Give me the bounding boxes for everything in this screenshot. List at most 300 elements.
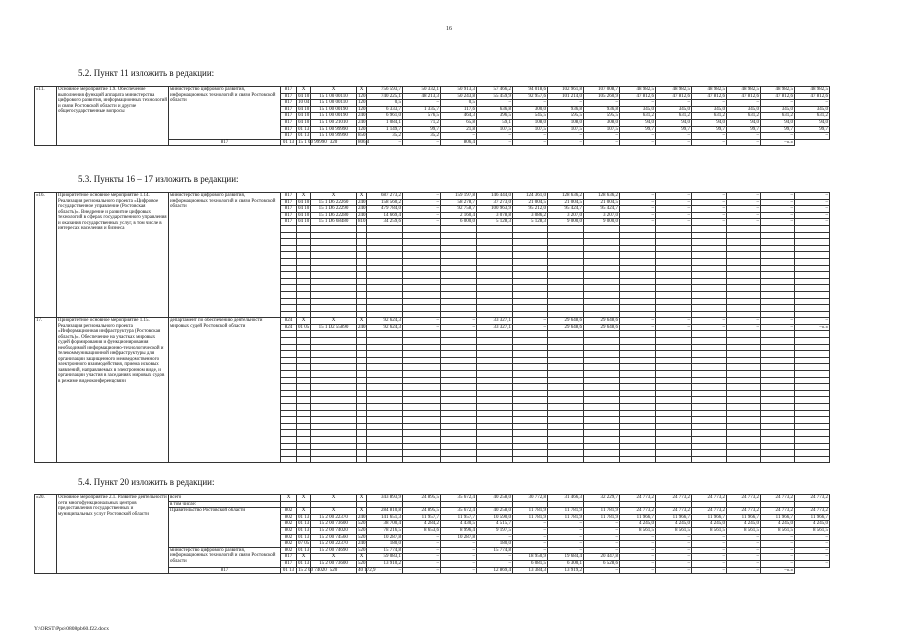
value-cell (584, 450, 620, 457)
code-cell: 802 (281, 527, 297, 534)
value-cell: 4 245,0 (692, 521, 727, 528)
value-cell (477, 450, 513, 457)
value-cell: 11 966,7 (692, 514, 727, 521)
value-cell: – (727, 567, 761, 574)
code-cell (297, 364, 311, 371)
value-cell: 35 672,4 (441, 508, 477, 515)
value-cell: 107,5 (548, 126, 584, 133)
value-cell: 33 327,1 (477, 318, 513, 325)
value-cell: 9 000,0 (548, 219, 584, 226)
value-cell (620, 272, 656, 279)
value-cell (403, 501, 441, 508)
value-cell: – (727, 560, 761, 567)
value-cell (795, 501, 830, 508)
value-cell: 108,0 (548, 119, 584, 126)
value-cell: – (620, 206, 656, 213)
value-cell: 40 258,0 (477, 508, 513, 515)
value-cell: – (761, 547, 795, 554)
code-cell (297, 410, 311, 417)
value-cell: – (441, 133, 477, 140)
value-cell: 107 008,7 (584, 87, 620, 94)
value-cell (513, 364, 548, 371)
value-cell (367, 410, 403, 417)
code-cell (297, 404, 311, 411)
value-cell (620, 404, 656, 411)
value-cell (367, 265, 403, 272)
value-cell (727, 377, 761, 384)
code-cell (357, 450, 367, 457)
code-cell (281, 371, 297, 378)
value-cell: – (761, 324, 795, 331)
value-cell: 3 207,0 (548, 212, 584, 219)
value-cell (548, 390, 584, 397)
code-cell (357, 501, 367, 508)
code-cell: 15 1 D6 22290 (311, 206, 357, 213)
value-cell: 4 515,7 (477, 521, 513, 528)
value-cell: 34 259,6 (367, 219, 403, 226)
value-cell (795, 456, 830, 463)
value-cell (620, 436, 656, 443)
code-cell: 15 1 00 00190 (311, 113, 357, 120)
value-cell (656, 272, 692, 279)
value-cell: – (403, 193, 441, 200)
value-cell: 180,0 (367, 541, 403, 548)
value-cell: – (795, 560, 830, 567)
value-cell: 8 996,4 (441, 527, 477, 534)
value-cell (441, 239, 477, 246)
value-cell (656, 331, 692, 338)
value-cell (761, 351, 795, 358)
value-cell (620, 390, 656, 397)
value-cell (727, 258, 761, 265)
value-cell (795, 285, 830, 292)
value-cell (692, 456, 727, 463)
value-cell: 4 245,0 (656, 521, 692, 528)
code-cell: 520 (358, 547, 366, 553)
value-cell (795, 390, 830, 397)
value-cell (656, 430, 692, 437)
value-cell (620, 232, 656, 239)
value-cell (761, 436, 795, 443)
value-cell: – (795, 193, 830, 200)
value-cell (513, 436, 548, 443)
value-cell (513, 450, 548, 457)
value-cell: – (513, 534, 548, 541)
code-cell (357, 390, 367, 397)
value-cell (548, 245, 584, 252)
value-cell (584, 258, 620, 265)
value-cell: – (620, 318, 656, 325)
code-cell: X (357, 87, 367, 94)
value-cell (656, 410, 692, 417)
value-cell (584, 252, 620, 259)
value-cell (656, 245, 692, 252)
value-cell: 345,0 (727, 106, 761, 113)
value-cell: – (656, 219, 692, 226)
value-cell (620, 384, 656, 391)
value-cell: – (656, 567, 692, 574)
value-cell (727, 351, 761, 358)
value-cell: – (692, 193, 727, 200)
value-cell (795, 344, 830, 351)
code-cell (311, 443, 357, 450)
value-cell (761, 344, 795, 351)
value-cell (727, 430, 761, 437)
value-cell: 108,0 (513, 119, 548, 126)
value-cell (692, 232, 727, 239)
value-cell: – (761, 206, 795, 213)
value-cell: – (656, 139, 692, 146)
value-cell: 4 284,2 (403, 521, 441, 528)
value-cell (441, 417, 477, 424)
value-cell: – (367, 139, 403, 146)
value-cell (656, 305, 692, 312)
code-cell: 802 (281, 547, 297, 554)
value-cell (403, 265, 441, 272)
value-cell (548, 232, 584, 239)
value-cell (620, 430, 656, 437)
value-cell (548, 371, 584, 378)
value-cell: – (403, 199, 441, 206)
code-cell: 01 13 (298, 560, 310, 566)
code-cell (311, 390, 357, 397)
code-cell (281, 410, 297, 417)
code-cell (281, 291, 297, 298)
code-cell (357, 232, 367, 239)
code-cell (281, 278, 297, 285)
code-cell (357, 384, 367, 391)
value-cell (795, 436, 830, 443)
value-cell (656, 351, 692, 358)
value-cell: 94,0 (761, 119, 795, 126)
value-cell (441, 450, 477, 457)
value-cell: – (727, 193, 761, 200)
value-cell: 94,0 (656, 119, 692, 126)
value-cell: – (761, 199, 795, 206)
code-cell: 817 (281, 119, 297, 126)
value-cell (367, 436, 403, 443)
code-cell: 802 (281, 514, 297, 521)
value-cell: 11 966,7 (795, 514, 830, 521)
value-cell: 464,3 (441, 113, 477, 120)
value-cell (441, 430, 477, 437)
value-cell: 141 651,3 (367, 514, 403, 521)
value-cell: 11 966,7 (656, 514, 692, 521)
value-cell: – (795, 318, 830, 325)
code-cell: 15 1 00 99990 (311, 133, 357, 140)
value-cell (761, 305, 795, 312)
value-cell: 308,0 (584, 119, 620, 126)
value-cell (795, 377, 830, 384)
value-cell: – (761, 541, 795, 548)
value-cell (795, 225, 830, 232)
code-cell: 01 13 (298, 133, 310, 139)
value-cell (403, 305, 441, 312)
code-cell (311, 285, 357, 292)
value-cell (441, 357, 477, 364)
code-cell: 520 (358, 534, 366, 540)
value-cell: – (584, 527, 620, 534)
value-cell (548, 404, 584, 411)
code-cell (281, 351, 297, 358)
value-cell (584, 423, 620, 430)
value-cell (548, 456, 584, 463)
value-cell: – (795, 219, 830, 226)
value-cell: – (692, 547, 727, 554)
value-cell (727, 456, 761, 463)
value-cell (692, 417, 727, 424)
code-cell: 15 1 D6 22260 (311, 199, 357, 206)
value-cell: – (656, 318, 692, 325)
code-cell (297, 305, 311, 312)
code-cell (357, 456, 367, 463)
value-cell: 740 225,1 (367, 93, 403, 100)
value-cell: 687 273,2 (367, 193, 403, 200)
table-row (35, 87, 900, 94)
value-cell (584, 245, 620, 252)
value-cell (513, 443, 548, 450)
value-cell (584, 278, 620, 285)
value-cell: 92 624,3 (367, 324, 403, 331)
value-cell (548, 410, 584, 417)
value-cell: –».» (795, 324, 830, 331)
measure-name: Приоритетное основное мероприятие 1.15. Реализация регионального проекта «Информационная инфраструктура (Ростовская область)». Обеспечение на участках мировых судей формирования и функционирования необходимой информационно-технологической и телекоммуникационной инфраструктуры для организации защищенного межведомственного электронного взаимодействия, приема исковых заявлений, направляемых в электронном виде, и организации участия в заседаниях мировых судов в режиме видеоконференцсвязи (57, 318, 169, 463)
code-cell: 15 1 D6 22280 (311, 212, 357, 219)
value-cell (795, 278, 830, 285)
value-cell: – (620, 133, 656, 140)
value-cell (513, 331, 548, 338)
value-cell: – (548, 547, 584, 554)
code-cell: X (311, 193, 357, 200)
value-cell (513, 298, 548, 305)
code-cell (297, 443, 311, 450)
value-cell: – (513, 527, 548, 534)
value-cell (367, 331, 403, 338)
code-cell (281, 417, 297, 424)
value-cell (795, 291, 830, 298)
value-cell (477, 377, 513, 384)
section-heading-2: 5.3. Пункты 16 – 17 изложить в редакции: (78, 174, 239, 184)
code-cell (297, 252, 311, 259)
code-cell: 240 (358, 514, 366, 520)
value-cell: 180,0 (477, 541, 513, 548)
value-cell (477, 338, 513, 345)
code-cell: 817 (281, 554, 297, 561)
value-cell (795, 265, 830, 272)
code-cell (281, 252, 297, 259)
code-cell (281, 450, 297, 457)
value-cell: 95 424,7 (584, 206, 620, 213)
value-cell (761, 390, 795, 397)
value-cell: 13 910,2 (367, 560, 403, 567)
value-cell (620, 397, 656, 404)
value-cell: – (620, 534, 656, 541)
value-cell: – (513, 541, 548, 548)
value-cell: – (477, 534, 513, 541)
value-cell (761, 456, 795, 463)
value-cell (441, 285, 477, 292)
value-cell: – (727, 100, 761, 107)
value-cell (795, 430, 830, 437)
code-cell (357, 265, 367, 272)
code-cell (311, 423, 357, 430)
value-cell: 24 773,2 (620, 508, 656, 515)
value-cell: 47 812,6 (620, 93, 656, 100)
value-cell: 24 773,2 (795, 508, 830, 515)
code-cell (281, 404, 297, 411)
value-cell (761, 291, 795, 298)
value-cell (620, 305, 656, 312)
code-cell (297, 357, 311, 364)
code-cell: 04 10 (298, 93, 310, 99)
value-cell: 4 245,0 (620, 521, 656, 528)
code-cell (297, 344, 311, 351)
code-cell: 824 (281, 318, 297, 325)
value-cell: 24 895,5 (403, 508, 441, 515)
value-cell: 11 966,7 (727, 514, 761, 521)
value-cell: 48 982,5 (620, 87, 656, 94)
value-cell (477, 225, 513, 232)
value-cell: – (477, 560, 513, 567)
value-cell (656, 278, 692, 285)
value-cell: 479 784,0 (367, 206, 403, 213)
code-cell (297, 351, 311, 358)
code-cell (281, 364, 297, 371)
value-cell (477, 265, 513, 272)
value-cell (403, 225, 441, 232)
value-cell: 21 004,5 (513, 199, 548, 206)
value-cell (795, 384, 830, 391)
value-cell (513, 410, 548, 417)
code-cell (281, 397, 297, 404)
value-cell: – (548, 527, 584, 534)
value-cell (403, 239, 441, 246)
code-cell (311, 239, 357, 246)
code-cell: X (311, 318, 357, 325)
value-cell (761, 371, 795, 378)
code-cell (311, 456, 357, 463)
code-cell (281, 357, 297, 364)
value-cell: – (761, 212, 795, 219)
value-cell (620, 456, 656, 463)
value-cell: 8 561,5 (727, 527, 761, 534)
value-cell: – (692, 100, 727, 107)
code-cell: 01 13 (298, 521, 310, 527)
value-cell (548, 278, 584, 285)
budget-table-section-2 (34, 192, 900, 463)
value-cell (692, 397, 727, 404)
value-cell (727, 285, 761, 292)
code-cell (311, 397, 357, 404)
value-cell: 47 812,6 (727, 93, 761, 100)
code-cell: 15 1 D2 55890 (311, 324, 357, 331)
value-cell (548, 239, 584, 246)
value-cell (367, 357, 403, 364)
value-cell: – (513, 318, 548, 325)
value-cell (692, 384, 727, 391)
value-cell (367, 278, 403, 285)
value-cell (477, 278, 513, 285)
value-cell (692, 311, 727, 318)
executor-cell: Правительство Ростовской области (169, 508, 281, 548)
code-cell: 817 (281, 206, 297, 213)
value-cell: 11 781,9 (548, 514, 584, 521)
code-cell (281, 436, 297, 443)
code-cell: X (297, 495, 311, 502)
value-cell: – (727, 541, 761, 548)
value-cell: – (441, 324, 477, 331)
value-cell: 29 648,6 (584, 324, 620, 331)
value-cell: – (584, 100, 620, 107)
value-cell (795, 298, 830, 305)
value-cell (513, 311, 548, 318)
value-cell (548, 357, 584, 364)
value-cell: 71,2 (403, 119, 441, 126)
value-cell: – (692, 318, 727, 325)
value-cell (620, 245, 656, 252)
value-cell: 6 333,7 (367, 106, 403, 113)
value-cell: 48 213,3 (403, 93, 441, 100)
code-cell (357, 305, 367, 312)
value-cell (727, 265, 761, 272)
value-cell (584, 501, 620, 508)
value-cell (513, 377, 548, 384)
code-cell (281, 305, 297, 312)
value-cell (761, 265, 795, 272)
value-cell (477, 291, 513, 298)
code-cell (357, 397, 367, 404)
value-cell: – (761, 100, 795, 107)
value-cell (656, 239, 692, 246)
budget-table-section-1 (34, 86, 900, 146)
code-cell (297, 371, 311, 378)
value-cell: 24 773,2 (656, 508, 692, 515)
value-cell: 10 590,0 (477, 514, 513, 521)
value-cell (548, 384, 584, 391)
code-cell (357, 436, 367, 443)
value-cell: – (477, 133, 513, 140)
code-cell: 01 13 (298, 534, 310, 540)
value-cell (761, 272, 795, 279)
value-cell (584, 311, 620, 318)
value-cell: 78 216,5 (367, 527, 403, 534)
value-cell: 20 447,8 (584, 554, 620, 561)
value-cell (403, 272, 441, 279)
code-cell: 817 (281, 219, 297, 226)
value-cell (584, 298, 620, 305)
code-cell (311, 272, 357, 279)
value-cell: – (656, 560, 692, 567)
value-cell (620, 252, 656, 259)
value-cell (727, 298, 761, 305)
value-cell (403, 338, 441, 345)
code-cell (281, 384, 297, 391)
executor-cell: министерство цифрового развития, информационных технологий и связи Ростовской области (169, 193, 281, 318)
value-cell (403, 245, 441, 252)
value-cell (548, 272, 584, 279)
value-cell (692, 364, 727, 371)
code-cell: 817 (281, 199, 297, 206)
value-cell: 48 982,5 (727, 87, 761, 94)
code-cell: 04 10 (298, 212, 310, 218)
value-cell (656, 417, 692, 424)
value-cell: – (513, 133, 548, 140)
value-cell (620, 423, 656, 430)
code-cell: 817 (169, 139, 281, 146)
code-cell (357, 364, 367, 371)
value-cell: 92 624,3 (367, 318, 403, 325)
value-cell (367, 252, 403, 259)
